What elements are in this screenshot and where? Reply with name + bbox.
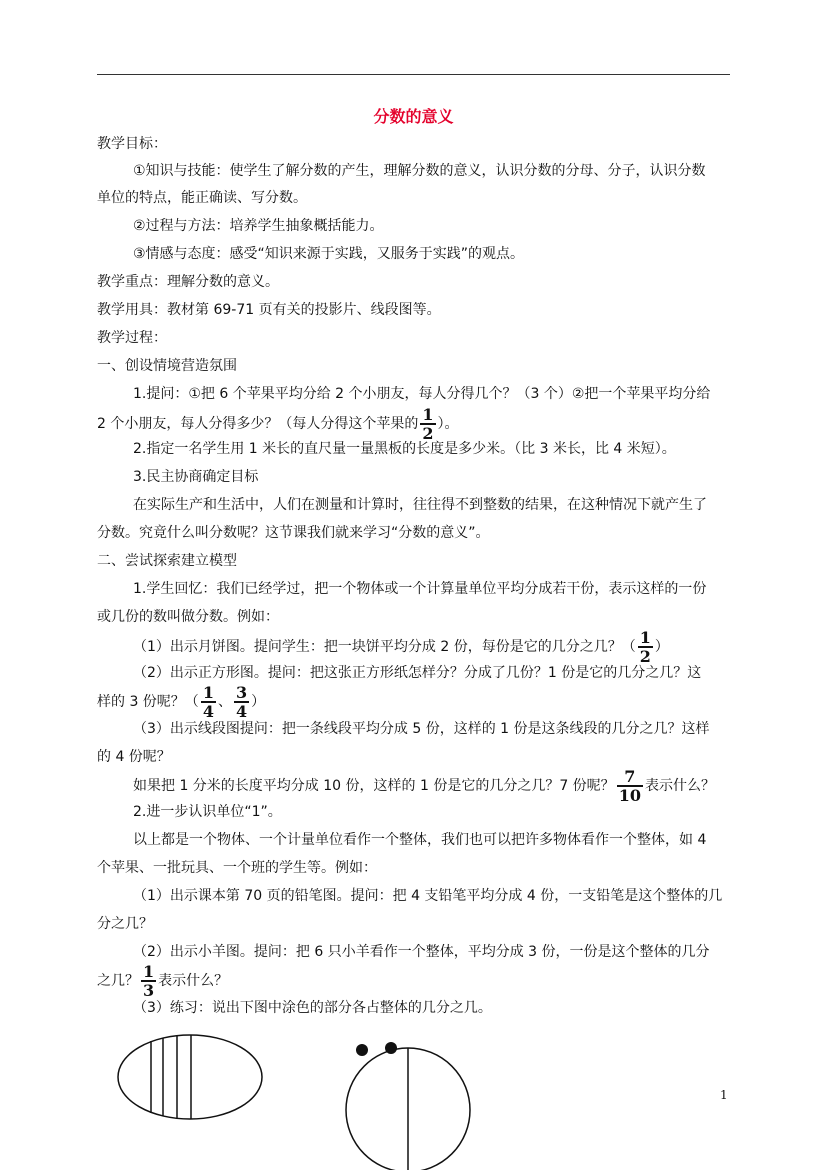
numerator: 1 bbox=[202, 683, 214, 702]
numerator: 3 bbox=[235, 683, 248, 702]
text: 表示什么？ bbox=[644, 778, 715, 794]
denominator: 4 bbox=[202, 702, 214, 721]
unit-one-line1: 以上都是一个物体、一个计量单位看作一个整体，我们也可以把许多物体看作一个整体，如 4 bbox=[133, 832, 707, 848]
process-heading: 教学过程： bbox=[97, 330, 167, 346]
example-pencils-line1: （1）出示课本第 70 页的铅笔图。提问：把 4 支铅笔平均分成 4 份，一支铅笔是这个整体的几 bbox=[133, 888, 723, 904]
denominator: 10 bbox=[618, 786, 641, 805]
page-number: 1 bbox=[720, 1088, 728, 1102]
denominator: 3 bbox=[143, 981, 155, 1000]
para-goal-setting: 3.民主协商确定目标 bbox=[133, 469, 259, 485]
text: 表示什么？ bbox=[158, 973, 229, 989]
section-2-heading: 二、尝试探索建立模型 bbox=[97, 553, 237, 569]
example-lambs-line1: （2）出示小羊图。提问：把 6 只小羊看作一个整体，平均分成 3 份，一份是这个整体的几分 bbox=[133, 944, 710, 960]
text: 之几？ bbox=[97, 973, 139, 989]
unit-one-heading: 2.进一步认识单位“1”。 bbox=[133, 804, 282, 820]
denominator: 2 bbox=[639, 647, 651, 666]
example-square-line1: （2）出示正方形图。提问：把这张正方形纸怎样分？分成了几份？1 份是它的几分之几？这 bbox=[133, 665, 702, 681]
denominator: 2 bbox=[422, 424, 434, 443]
text: ）。 bbox=[437, 416, 459, 432]
teaching-tools: 教学用具：教材第 69-71 页有关的投影片、线段图等。 bbox=[97, 302, 441, 318]
example-pencils-line2: 分之几？ bbox=[97, 916, 153, 932]
para-measure: 2.指定一名学生用 1 米长的直尺量一量黑板的长度是多少米。（比 3 米长，比 4 米短）。 bbox=[133, 441, 676, 457]
goal-knowledge-line2: 单位的特点，能正确读、写分数。 bbox=[97, 190, 307, 206]
numerator: 1 bbox=[639, 628, 651, 647]
text: ） bbox=[654, 639, 669, 655]
key-point: 教学重点：理解分数的意义。 bbox=[97, 274, 279, 290]
unit-one-line2: 个苹果、一批玩具、一个班的学生等。例如： bbox=[97, 860, 377, 876]
numerator: 7 bbox=[617, 768, 643, 787]
dot-marker bbox=[356, 1044, 368, 1056]
numerator: 1 bbox=[422, 405, 434, 424]
para-context-line1: 在实际生产和生活中，人们在测量和计算时，往往得不到整数的结果，在这种情况下就产生了 bbox=[133, 497, 707, 513]
goal-knowledge-line1: ①知识与技能：使学生了解分数的产生，理解分数的意义，认识分数的分母、分子，认识分数 bbox=[133, 163, 706, 179]
ellipse-outline bbox=[118, 1035, 262, 1119]
goal-process: ②过程与方法：培养学生抽象概括能力。 bbox=[133, 218, 384, 234]
numerator: 1 bbox=[143, 962, 155, 981]
goal-attitude: ③情感与态度：感受“知识来源于实践，又服务于实践”的观点。 bbox=[133, 246, 525, 262]
example-segment-line1: （3）出示线段图提问：把一条线段平均分成 5 份，这样的 1 份是这条线段的几分之几？这样 bbox=[133, 721, 710, 737]
exercise-prompt: （3）练习：说出下图中涂色的部分各占整体的几分之几。 bbox=[133, 1000, 492, 1016]
text: 如果把 1 分米的长度平均分成 10 份，这样的 1 份是它的几分之几？7 份呢？ bbox=[133, 778, 615, 794]
denominator: 4 bbox=[235, 702, 248, 721]
text: ） bbox=[251, 694, 266, 710]
section-1-heading: 一、创设情境营造氛围 bbox=[97, 358, 237, 374]
example-segment-line2: 的 4 份呢？ bbox=[97, 749, 171, 765]
para-question-line1: 1.提问：①把 6 个苹果平均分给 2 个小朋友，每人分得几个？（3 个）②把一个苹果平均分给 bbox=[133, 386, 711, 402]
text: 、 bbox=[217, 694, 232, 710]
text: 2 个小朋友，每人分得多少？（每人分得这个苹果的 bbox=[97, 416, 419, 432]
page-title: 分数的意义 bbox=[373, 107, 454, 126]
para-context-line2: 分数。究竟什么叫分数呢？这节课我们就来学习“分数的意义”。 bbox=[97, 525, 490, 541]
circle-figure bbox=[346, 1042, 470, 1170]
text: （1）出示月饼图。提问学生：把一块饼平均分成 2 份，每份是它的几分之几？（ bbox=[133, 639, 636, 655]
para-recall-line1: 1.学生回忆：我们已经学过，把一个物体或一个计算量单位平均分成若干份，表示这样的一份 bbox=[133, 581, 707, 597]
dot-marker bbox=[385, 1042, 397, 1054]
text: 样的 3 份呢？（ bbox=[97, 694, 199, 710]
ellipse-figure bbox=[118, 1035, 262, 1119]
goals-heading: 教学目标： bbox=[97, 136, 167, 152]
para-recall-line2: 或几份的数叫做分数。例如： bbox=[97, 609, 279, 625]
